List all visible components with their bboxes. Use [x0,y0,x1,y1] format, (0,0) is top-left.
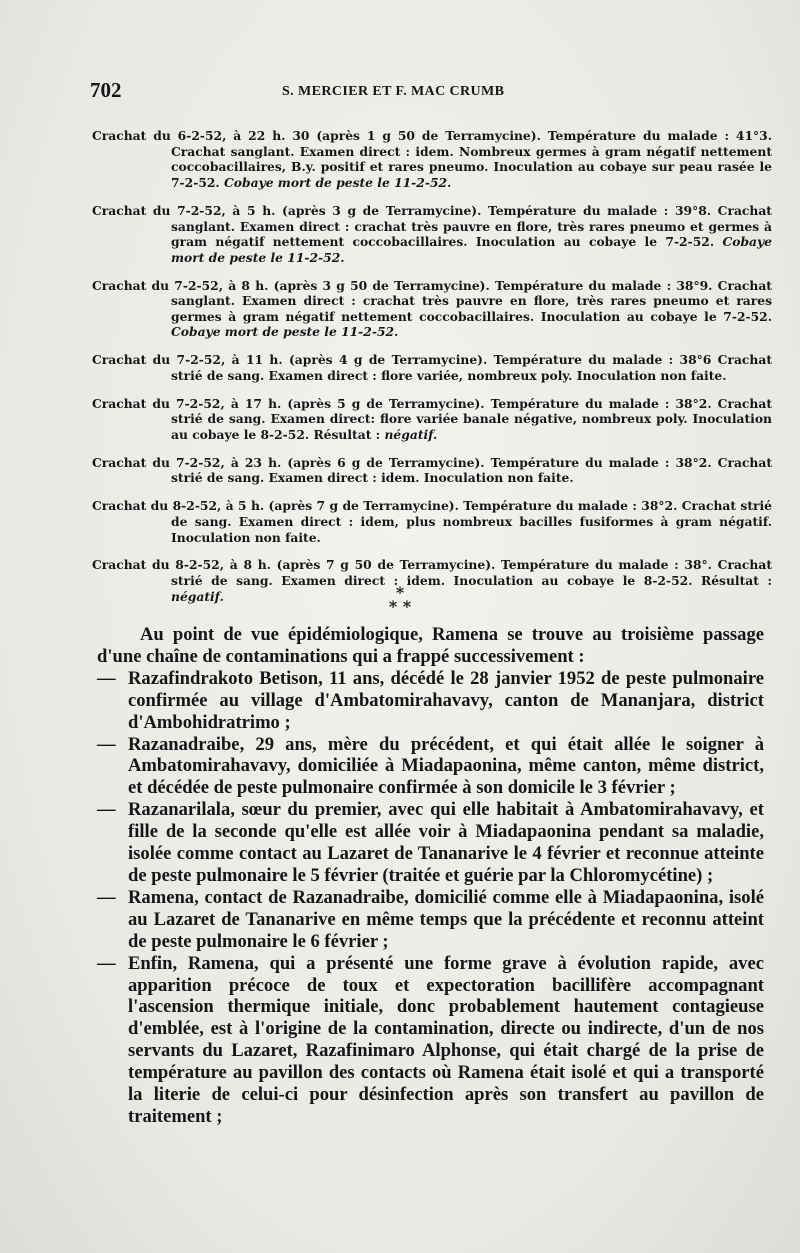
entry-3: Crachat du 7-2-52, à 8 h. (après 3 g 50 de Terramycine). Température du malade : 38°9. Crachat sanglant. Examen direct : crachat très pauvre en flore, très rares pneumo et rares germes à gram négatif nettement coccobacillaires. Inoculation au cobaye le 7-2-52. Cobaye mort de peste le 11-2-52. [92,277,772,340]
dash-marker: — [97,733,116,755]
dash-marker: — [97,952,116,974]
separator-top-star: * [395,583,405,602]
list-item: — Ramena, contact de Razanadraibe, domicilié comme elle à Miadapaonina, isolé au Lazaret de Tananarive en même temps que la précédente et reconnu atteint de peste pulmonaire le 6 février ; [97,886,764,952]
sputum-entries [92,116,772,610]
page-header [90,78,760,108]
entry-2: Crachat du 7-2-52, à 5 h. (après 3 g de Terramycine). Température du malade : 39°8. Crachat sanglant. Examen direct : crachat très pauvre en flore, très rares pneumo et germes à gram négatif nettement coccobacillaires. Inoculation au cobaye le 7-2-52. Cobaye mort de peste le 11-2-52. [92,202,772,265]
list-item: — Enfin, Ramena, qui a présenté une forme grave à évolution rapide, avec apparition précoce de toux et expectoration bacillifère accompagnant l'ascension thermique initiale, donc probablement hautement contagieuse d'emblée, est à l'origine de la contamination, directe ou indirecte, d'un de nos servants du Lazaret, Razafinimaro Alphonse, qui était chargé de la prise de température au pavillon des contacts où Ramena était isolé et qui a transporté la literie de celui-ci pour désinfection après son transfert au pavillon de traitement ; [97,952,764,1127]
dash-marker: — [97,799,116,821]
list-item: — Razanadraibe, 29 ans, mère du précédent, et qui était allée le soigner à Ambatomirahavavy, domiciliée à Miadapaonina, même canton, même district, et décédée de peste pulmonaire confirmée à son domicile le 3 février ; [97,733,764,799]
entry-8: Crachat du 8-2-52, à 8 h. (après 7 g 50 de Terramycine). Température du malade : 38°. Crachat strié de sang. Examen direct : idem. Inoculation au cobaye le 8-2-52. Résultat : négatif. [92,557,772,604]
entry-4: Crachat du 7-2-52, à 11 h. (après 4 g de Terramycine). Température du malade : 38°6 Crachat strié de sang. Examen direct : flore variée, nombreux poly. Inoculation non faite. [92,352,772,383]
separator-bottom-stars: * * [388,597,412,616]
running-head: S. MERCIER ET F. MAC CRUMB [282,84,505,99]
list-item: — Razafindrakoto Betison, 11 ans, décédé le 28 janvier 1952 de peste pulmonaire confirmée au village d'Ambatomirahavavy, canton de Mananjara, district d'Ambohidratrimo ; [97,667,764,733]
dash-marker: — [97,667,116,689]
entry-7: Crachat du 8-2-52, à 5 h. (après 7 g de Terramycine). Température du malade : 38°2. Crachat strié de sang. Examen direct : idem, plus nombreux bacilles fusiformes à gram négatif. Inoculation non faite. [92,498,772,545]
dash-marker: — [97,886,116,908]
list-item: — Razanarilala, sœur du premier, avec qui elle habitait à Ambatomirahavavy, et fille de la seconde qu'elle est allée voir à Miadapaonina pendant sa maladie, isolée comme contact au Lazaret de Tananarive le 4 février et reconnue atteinte de peste pulmonaire le 5 février (traitée et guérie par la Chloromycétine) ; [97,799,764,886]
intro-paragraph: Au point de vue épidémiologique, Ramena se trouve au troisième passage d'une chaîne de contaminations qui a frappé successivement : [97,624,764,667]
section-separator [380,583,420,616]
contamination-chain-list [97,668,764,1128]
entry-6: Crachat du 7-2-52, à 23 h. (après 6 g de Terramycine). Température du malade : 38°2. Crachat strié de sang. Examen direct : idem. Inoculation non faite. [92,454,772,486]
entry-1: Crachat du 6-2-52, à 22 h. 30 (après 1 g 50 de Terramycine). Température du malade : 41°3. Crachat sanglant. Examen direct : idem. Nombreux germes à gram négatif nettement coccobacillaires, B.y. positif et rares pneumo. Inoculation au cobaye sur peau rasée le 7-2-52. Cobaye mort de peste le 11-2-52. [92,128,772,191]
epidemiology-section [97,624,764,1128]
page-number: 702 [90,78,122,102]
entry-5: Crachat du 7-2-52, à 17 h. (après 5 g de Terramycine). Température du malade : 38°2. Crachat strié de sang. Examen direct: flore variée banale négative, nombreux poly. Inoculation au cobaye le 8-2-52. Résultat : négatif. [92,395,772,442]
